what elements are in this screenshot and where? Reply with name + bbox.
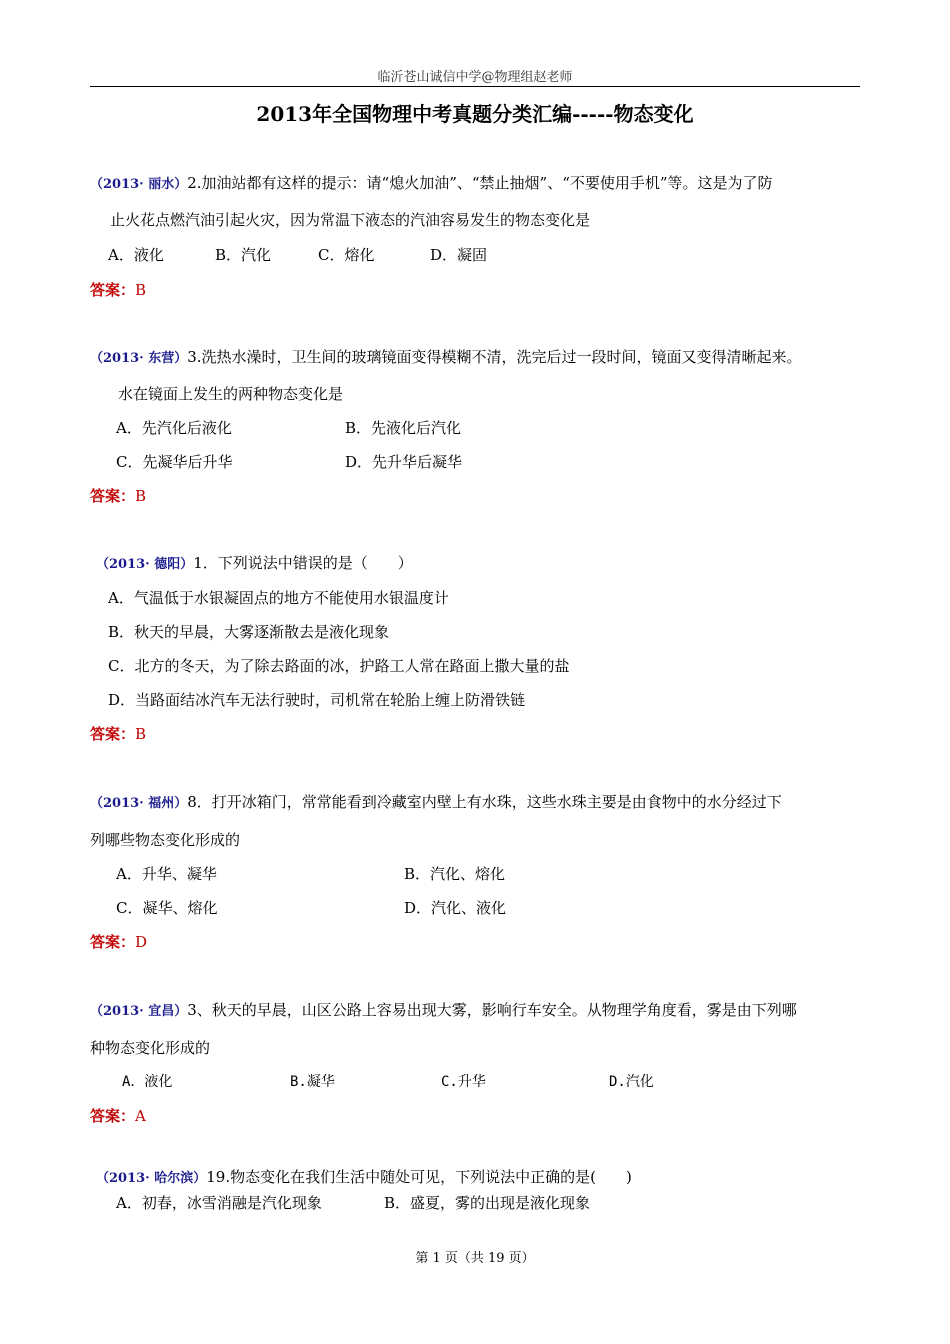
answer-value: B [135, 281, 147, 299]
question-source: （2013· 丽水） [90, 177, 188, 192]
question-text: 3、秋天的早晨，山区公路上容易出现大雾，影响行车安全。从物理学角度看，雾是由下列哪 [187, 1001, 797, 1019]
document-title: 2013年全国物理中考真题分类汇编-----物态变化 [256, 102, 694, 126]
question-text-continued: 止火花点燃汽油引起火灾，因为常温下液态的汽油容易发生的物态变化是 [110, 211, 591, 229]
question-stem [90, 1000, 797, 1022]
option-d: D．汽化、液化 [404, 899, 507, 917]
option-d: D．先升华后凝华 [345, 453, 463, 471]
question-text-continued: 种物态变化形成的 [90, 1039, 211, 1057]
option-b: B．汽化、熔化 [404, 865, 506, 883]
question-source: （2013· 宜昌） [90, 1004, 188, 1019]
option-a: A．液化 [108, 246, 164, 264]
option-c: C.升华 [441, 1074, 486, 1090]
option-c: C．北方的冬天，为了除去路面的冰，护路工人常在路面上撒大量的盐 [108, 657, 570, 675]
option-a: A．初春，冰雪消融是汽化现象 [116, 1194, 322, 1212]
question-text-continued: 水在镜面上发生的两种物态变化是 [118, 385, 344, 403]
question-source: （2013· 德阳） [96, 557, 194, 572]
question-stem [96, 553, 413, 575]
page-footer: 第 1 页（共 19 页） [415, 1251, 535, 1266]
option-a: A．气温低于水银凝固点的地方不能使用水银温度计 [108, 589, 449, 607]
question-stem [90, 347, 802, 369]
answer-line [90, 724, 146, 744]
question-stem [90, 173, 773, 195]
question-source: （2013· 福州） [90, 796, 188, 811]
answer-value: B [135, 487, 147, 505]
answer-label: 答案： [90, 933, 136, 951]
answer-label: 答案： [90, 281, 136, 299]
option-b: B．汽化 [215, 246, 272, 264]
option-c: C．熔化 [318, 246, 375, 264]
option-a: A．升华、凝华 [116, 865, 217, 883]
question-text: 1．下列说法中错误的是（ ） [193, 554, 413, 572]
answer-line [90, 1106, 146, 1126]
answer-line [90, 486, 146, 506]
question-text: 3.洗热水澡时，卫生间的玻璃镜面变得模糊不清，洗完后过一段时间，镜面又变得清晰起来。 [187, 348, 802, 366]
question-text-continued: 列哪些物态变化形成的 [90, 831, 241, 849]
question-text: 8．打开冰箱门，常常能看到冷藏室内壁上有水珠，这些水珠主要是由食物中的水分经过下 [187, 793, 782, 811]
option-b: B.凝华 [290, 1074, 335, 1090]
answer-label: 答案： [90, 487, 136, 505]
option-b: B．盛夏，雾的出现是液化现象 [384, 1194, 591, 1212]
question-text: 2.加油站都有这样的提示：请“熄火加油”、“禁止抽烟”、“不要使用手机”等。这是为了防 [187, 174, 773, 192]
option-a: A．液化 [122, 1074, 173, 1090]
option-d: D.汽化 [609, 1074, 654, 1090]
option-c: C．先凝华后升华 [116, 453, 233, 471]
page-header: 临沂苍山诚信中学@物理组赵老师 [377, 70, 573, 85]
question-stem [96, 1167, 632, 1189]
answer-line [90, 932, 147, 952]
answer-value: A [135, 1107, 146, 1125]
option-a: A．先汽化后液化 [116, 419, 232, 437]
header-divider [90, 86, 860, 87]
question-stem [90, 792, 782, 814]
option-b: B．先液化后汽化 [345, 419, 462, 437]
option-d: D．当路面结冰汽车无法行驶时，司机常在轮胎上缠上防滑铁链 [108, 691, 526, 709]
answer-line [90, 280, 146, 300]
option-b: B．秋天的早晨，大雾逐渐散去是液化现象 [108, 623, 390, 641]
answer-label: 答案： [90, 725, 136, 743]
answer-value: D [135, 933, 148, 951]
option-d: D．凝固 [430, 246, 488, 264]
answer-label: 答案： [90, 1107, 136, 1125]
question-source: （2013· 哈尔滨） [96, 1171, 207, 1186]
answer-value: B [135, 725, 147, 743]
question-source: （2013· 东营） [90, 351, 188, 366]
option-c: C．凝华、熔化 [116, 899, 218, 917]
question-text: 19.物态变化在我们生活中随处可见，下列说法中正确的是( ) [206, 1168, 632, 1186]
